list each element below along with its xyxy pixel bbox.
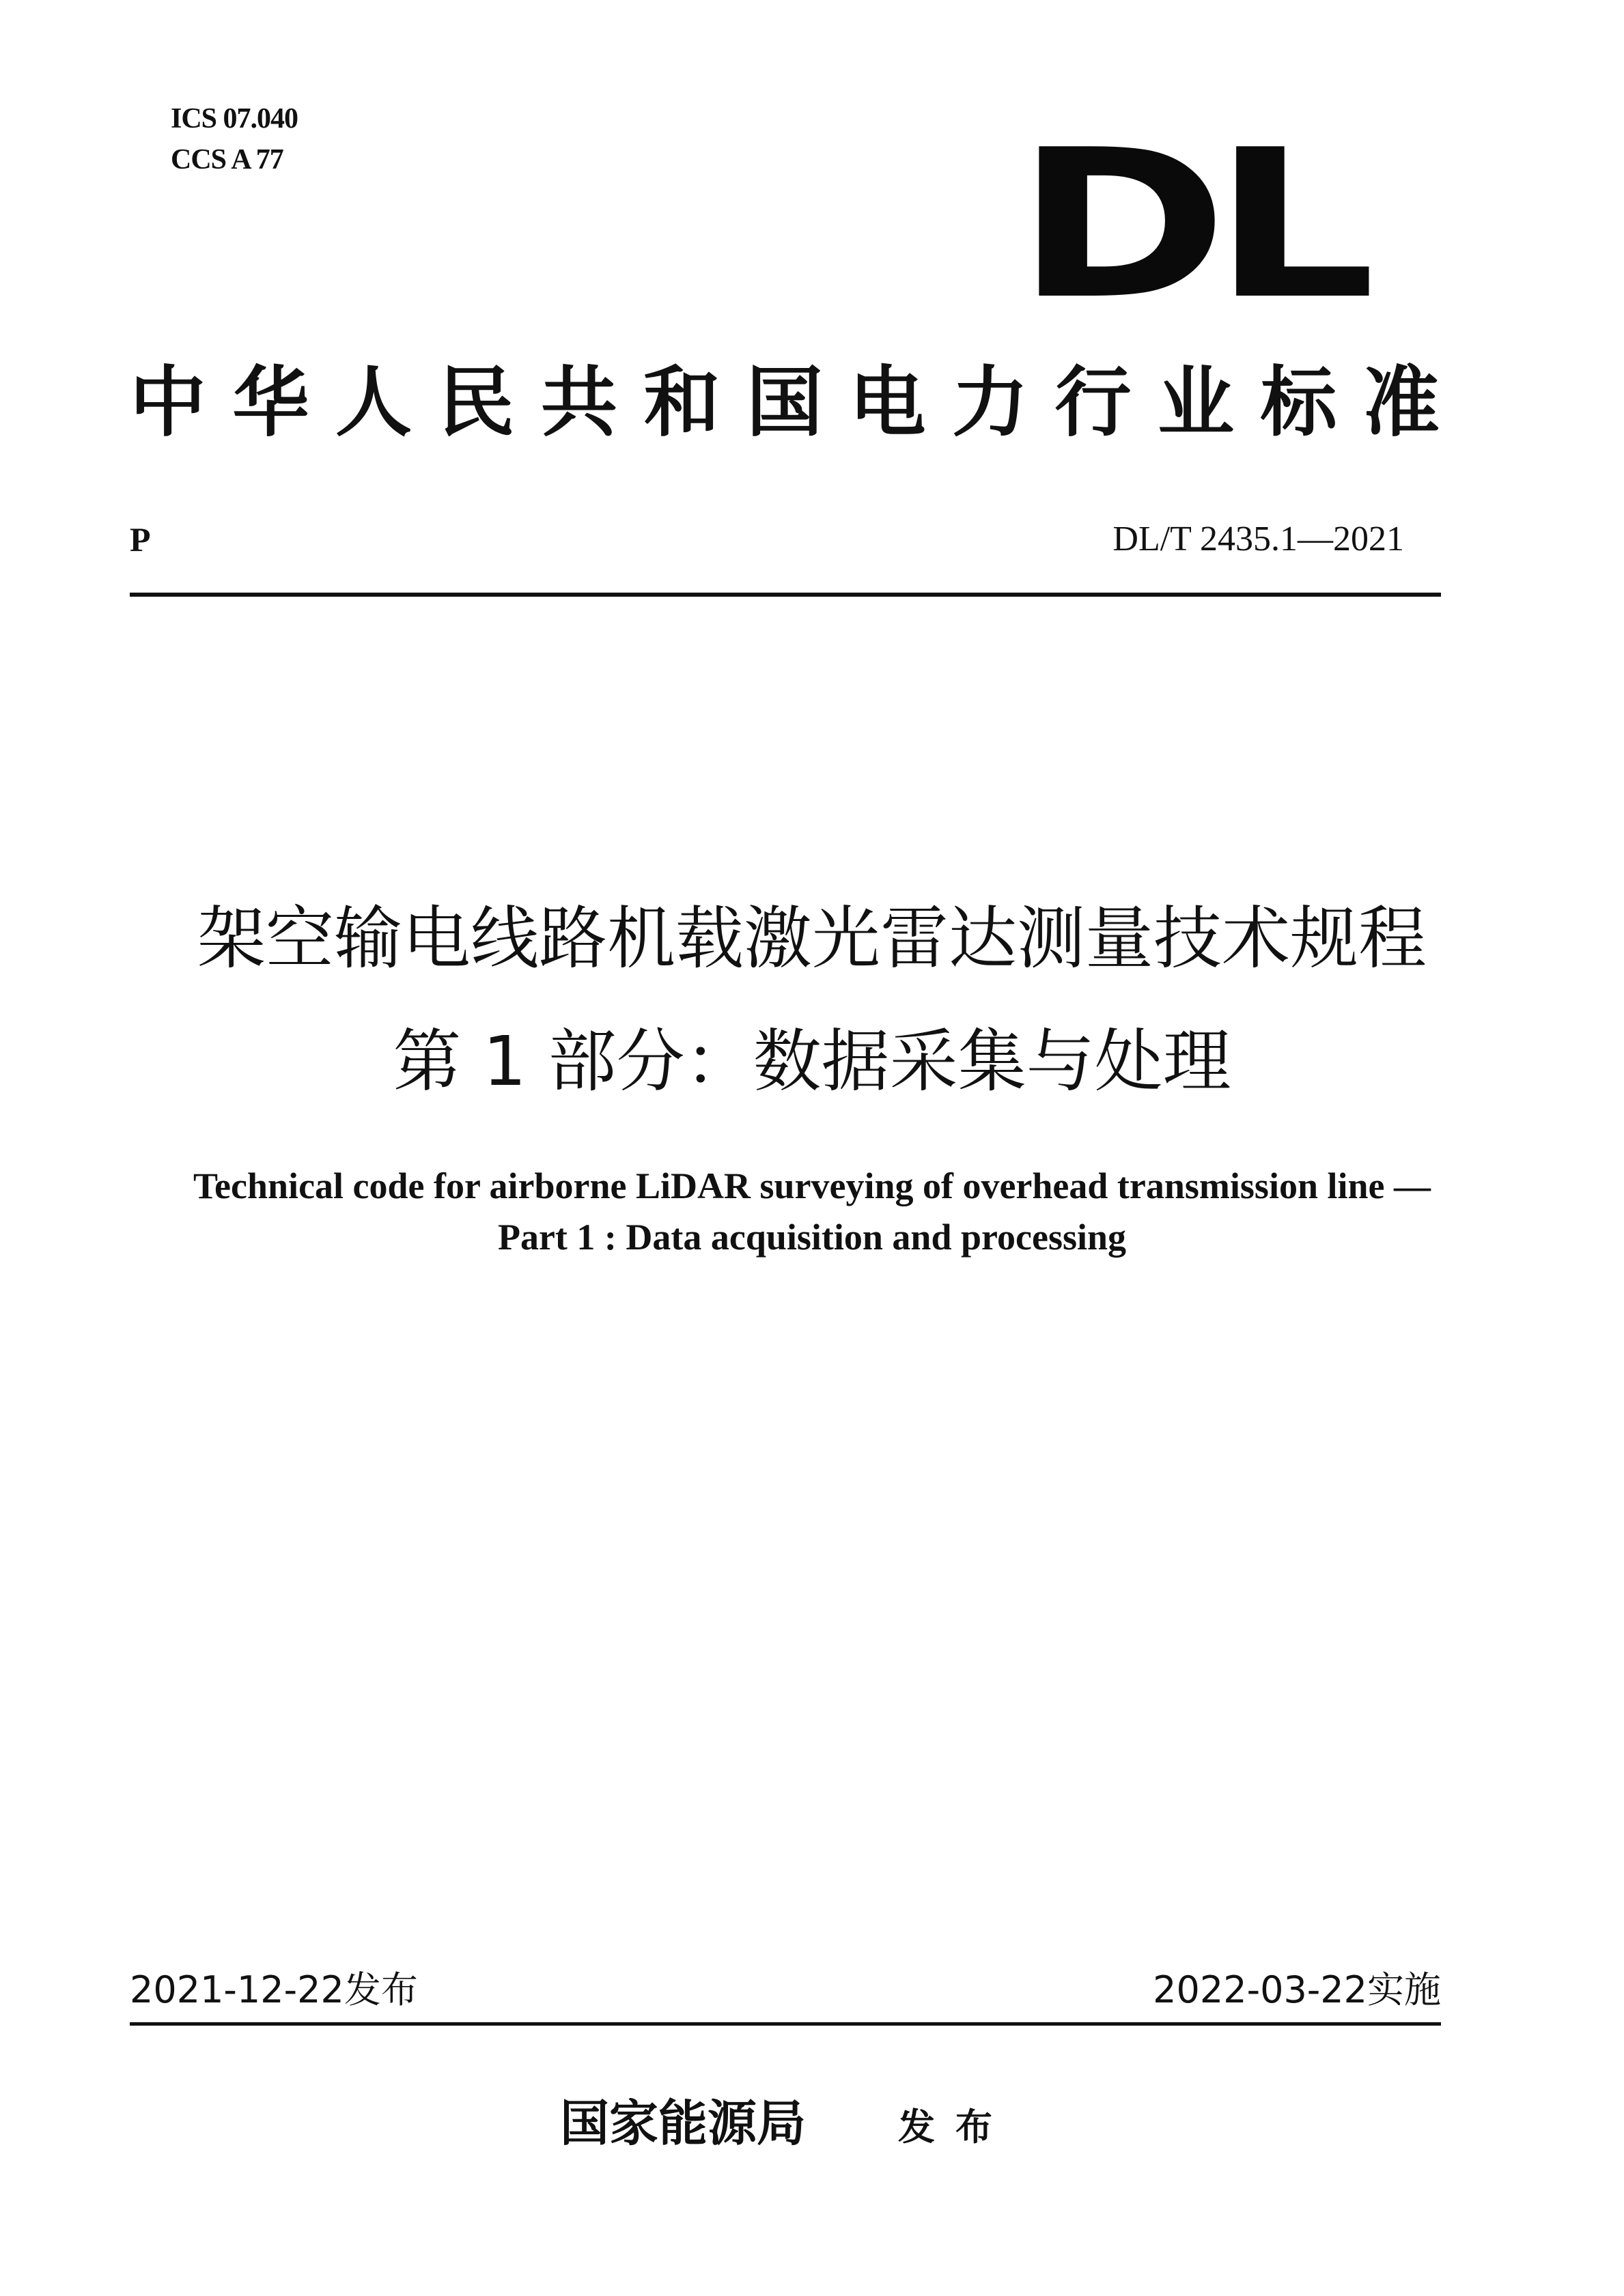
publisher-action: 发布: [898, 2105, 1013, 2149]
document-subtitle-en: Part 1 : Data acquisition and processing: [497, 1217, 1127, 1258]
top-divider: [130, 593, 1441, 597]
ics-number: ICS 07.040: [171, 103, 298, 134]
publisher-name: 国家能源局: [560, 2094, 807, 2152]
implementation-date: 2022-03-22实施: [1153, 1968, 1441, 2011]
document-title-en: Technical code for airborne LiDAR surveying of overhead transmission line —: [193, 1165, 1431, 1206]
standard-code: DL/T 2435.1—2021: [1112, 520, 1404, 558]
issue-date: 2021-12-22发布: [130, 1968, 418, 2011]
standard-category-title: 中华人民共和国电力行业标准: [130, 358, 1441, 447]
document-subtitle-cn: 第 1 部分：数据采集与处理: [393, 1021, 1231, 1101]
ccs-number: CCS A 77: [171, 144, 283, 175]
document-title-cn: 架空输电线路机载激光雷达测量技术规程: [197, 898, 1427, 978]
bottom-divider: [130, 2022, 1441, 2026]
classification-code: P: [130, 520, 151, 558]
dl-logo: DL: [1015, 106, 1360, 344]
